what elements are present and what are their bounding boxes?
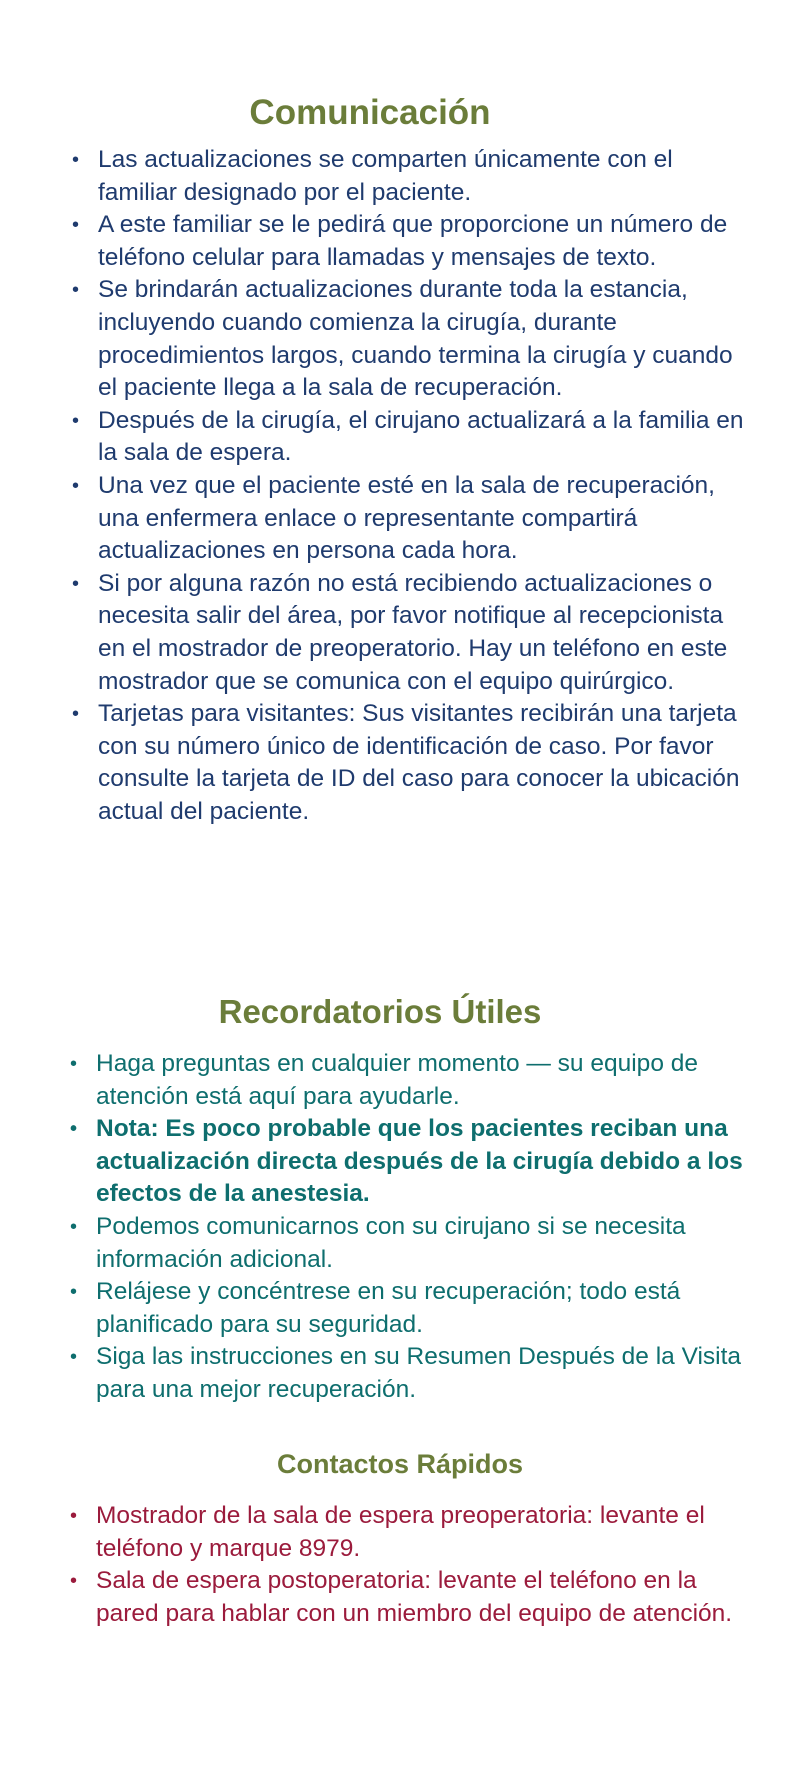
list-item-text: Relájese y concéntrese en su recuperación; todo está planificado para su seguridad. — [96, 1278, 681, 1338]
list-item-text: Después de la cirugía, el cirujano actualizará a la familia en la sala de espera. — [98, 406, 744, 467]
contacts-list — [66, 1500, 746, 1630]
bullet-icon: • — [72, 474, 80, 497]
list-item — [66, 1565, 746, 1630]
contacts-heading: Contactos Rápidos — [276, 1449, 524, 1479]
list-item-text: Nota: Es poco probable que los pacientes reciban una actualización directa después de la cirugía debido a los efectos de la anestesia. — [96, 1115, 743, 1208]
list-item — [66, 1048, 746, 1113]
list-item — [66, 1211, 746, 1276]
bullet-icon: • — [72, 409, 80, 432]
bullet-icon: • — [70, 1118, 78, 1141]
list-item — [68, 470, 748, 568]
bullet-icon: • — [72, 214, 80, 237]
bullet-icon: • — [72, 703, 80, 726]
list-item — [66, 1341, 746, 1406]
list-item-text: A este familiar se le pedirá que proporcione un número de teléfono celular para llamadas y mensajes de texto. — [98, 211, 728, 271]
list-item — [68, 274, 748, 404]
list-item — [68, 144, 748, 209]
bullet-icon: • — [70, 1346, 78, 1369]
list-item — [68, 698, 748, 828]
list-item-text: Tarjetas para visitantes: Sus visitantes recibirán una tarjeta con su número único de identificación de caso. Por favor consulte la tarjeta de ID del caso para conocer la ubicación actual del paciente. — [98, 700, 740, 825]
list-item-text: Las actualizaciones se comparten únicamente con el familiar designado por el paciente. — [98, 146, 673, 206]
list-item — [66, 1500, 746, 1565]
list-item-text: Si por alguna razón no está recibiendo actualizaciones o necesita salir del área, por favor notifique al recepcionista en el mostrador de preoperatorio. Hay un teléfono en este mostrador que se comunica con el equipo quirúrgico. — [98, 569, 728, 695]
list-item — [68, 405, 748, 470]
list-item — [66, 1276, 746, 1341]
list-item — [68, 568, 748, 698]
bullet-icon: • — [70, 1053, 78, 1075]
bullet-icon: • — [72, 149, 80, 171]
communication-list — [68, 144, 748, 828]
bullet-icon: • — [70, 1505, 78, 1527]
bullet-icon: • — [70, 1281, 78, 1304]
list-item — [68, 209, 748, 274]
list-item-text: Podemos comunicarnos con su cirujano si se necesita información adicional. — [96, 1212, 686, 1273]
communication-heading: Comunicación — [249, 93, 491, 132]
note-list-item — [66, 1113, 746, 1211]
list-item-text: Se brindarán actualizaciones durante toda la estancia, incluyendo cuando comienza la cirugía, durante procedimientos largos, cuando termina la cirugía y cuando el paciente llega a la sala de recuperación. — [98, 276, 733, 402]
list-item-text: Mostrador de la sala de espera preoperatoria: levante el teléfono y marque 8979. — [96, 1502, 705, 1562]
bullet-icon: • — [72, 279, 80, 302]
bullet-icon: • — [70, 1570, 78, 1593]
reminders-heading: Recordatorios Útiles — [218, 993, 542, 1030]
list-item-text: Siga las instrucciones en su Resumen Después de la Visita para una mejor recuperación. — [96, 1343, 742, 1403]
list-item-text: Una vez que el paciente esté en la sala de recuperación, una enfermera enlace o representante compartirá actualizaciones en persona cada hora. — [98, 471, 715, 565]
bullet-icon: • — [70, 1215, 78, 1238]
bullet-icon: • — [72, 572, 80, 595]
list-item-text: Sala de espera postoperatoria: levante el teléfono en la pared para hablar con un miembro del equipo de atención. — [96, 1567, 733, 1627]
reminders-list — [66, 1048, 746, 1407]
list-item-text: Haga preguntas en cualquier momento — su equipo de atención está aquí para ayudarle. — [96, 1050, 698, 1110]
